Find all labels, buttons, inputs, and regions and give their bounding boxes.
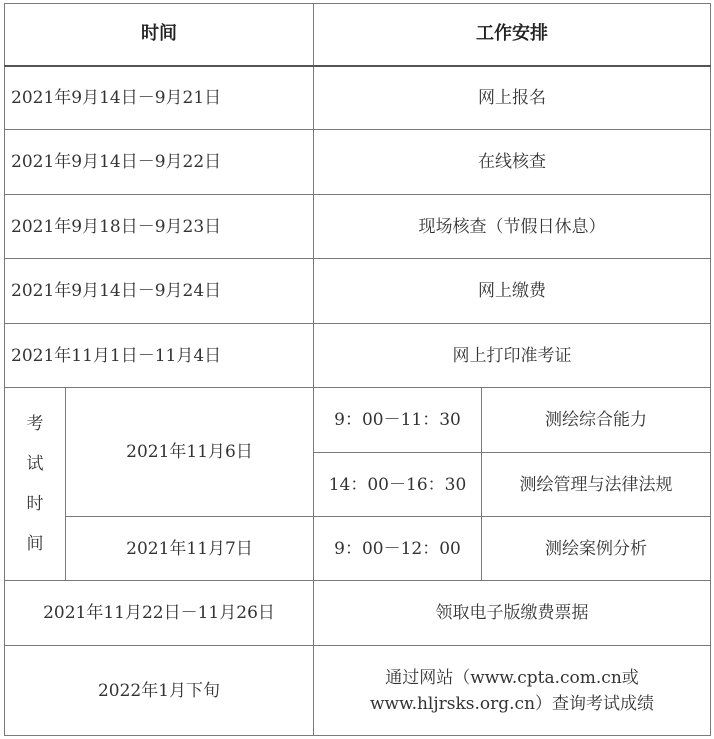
row-time: 2021年9月14日－9月24日	[5, 259, 314, 324]
exam-row	[5, 517, 711, 581]
table-row	[5, 581, 711, 646]
row-time: 2021年11月1日－11月4日	[5, 324, 314, 388]
task-line: www.hljrsks.org.cn）查询考试成绩	[369, 693, 655, 714]
row-task: 网上打印准考证	[314, 324, 711, 388]
exam-date: 2021年11月6日	[66, 388, 314, 517]
row-time: 2021年11月22日－11月26日	[5, 581, 314, 646]
row-task: 在线核查	[314, 130, 711, 195]
exam-date: 2021年11月7日	[66, 517, 314, 581]
header-work: 工作安排	[314, 4, 711, 66]
table-row	[5, 195, 711, 259]
header-row	[5, 4, 711, 66]
row-time: 2022年1月下旬	[5, 646, 314, 736]
table-row	[5, 324, 711, 388]
row-task: 网上报名	[314, 66, 711, 130]
exam-label: 考试时间	[5, 388, 66, 581]
session-time: 9：00－12：00	[314, 517, 482, 581]
exam-schedule-table	[4, 3, 711, 736]
session-subject: 测绘案例分析	[482, 517, 711, 581]
session-time: 14：00－16：30	[314, 453, 482, 517]
exam-row	[5, 388, 711, 453]
row-task	[314, 646, 711, 736]
table-row	[5, 130, 711, 195]
row-time: 2021年9月14日－9月22日	[5, 130, 314, 195]
row-task: 网上缴费	[314, 259, 711, 324]
session-subject: 测绘综合能力	[482, 388, 711, 453]
task-line: 通过网站（www.cpta.com.cn或	[385, 667, 639, 688]
session-time: 9：00－11：30	[314, 388, 482, 453]
row-task: 领取电子版缴费票据	[314, 581, 711, 646]
row-time: 2021年9月18日－9月23日	[5, 195, 314, 259]
table-row	[5, 66, 711, 130]
header-time: 时间	[5, 4, 314, 66]
session-subject: 测绘管理与法律法规	[482, 453, 711, 517]
table-row	[5, 259, 711, 324]
row-task: 现场核查（节假日休息）	[314, 195, 711, 259]
row-time: 2021年9月14日－9月21日	[5, 66, 314, 130]
table-row	[5, 646, 711, 736]
